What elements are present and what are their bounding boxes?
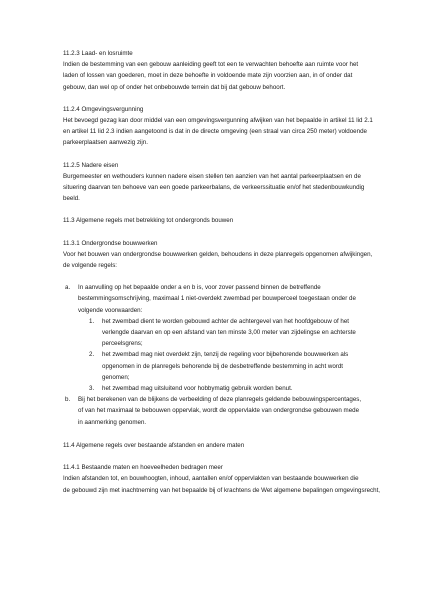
body-line: parkeerplaatsen aanwezig zijn.: [63, 139, 148, 147]
list-line: In aanvulling op het bepaalde onder a en b is, voor zover passend binnen de betreffende: [78, 284, 321, 292]
list-line: opgenomen in de planregels behorende bij de desbetreffende bestemming in acht wordt: [102, 362, 344, 370]
list-line: Bij het berekenen van de blijkens de verbeelding of deze planregels geldende bebouwingspercentages,: [78, 396, 362, 404]
list-marker: b.: [65, 396, 71, 404]
section-bestaande-maten: [63, 462, 390, 496]
body-line: situering daarvan ten behoeve van een goede parkeerbalans, de verkeerssituatie en/of het stedenbouwkundig: [63, 184, 365, 192]
list-line: bestemmingsomschrijving, maximaal 1 niet-overdekt zwembad per bouwperceel toegestaan onder de: [78, 295, 356, 303]
section-heading: 11.4.1 Bestaande maten en hoeveelheden bedragen meer: [63, 464, 223, 472]
list-line: volgende voorwaarden:: [78, 306, 143, 314]
list-line: het zwembad mag uitsluitend voor hobbymatig gebruik worden benut.: [102, 385, 293, 393]
sub-list-item: [78, 383, 390, 394]
list-line: het zwembad dient te worden gebouwd achter de achtergevel van het hoofdgebouw of het: [102, 317, 349, 325]
body-line: Burgemeester en wethouders kunnen nadere eisen stellen ten aanzien van het aantal parkeerplaatsen en de: [63, 172, 361, 180]
section-heading: 11.2.4 Omgevingsvergunning: [63, 105, 144, 113]
body-line: de volgende regels:: [63, 262, 118, 270]
list-line: genomen;: [102, 373, 130, 381]
body-line: Indien afstanden tot, en bouwhoogten, inhoud, aantallen en/of oppervlakten van bestaande bouwwerken die: [63, 475, 359, 483]
body-line: Indien de bestemming van een gebouw aanleiding geeft tot een te verwachten behoefte aan ruimte voor het: [63, 61, 359, 69]
alpha-list: [63, 282, 390, 428]
section-nadere-eisen: [63, 160, 390, 205]
section-ondergronds-bouwen: [63, 215, 390, 226]
body-line: Het bevoegd gezag kan door middel van een omgevingsvergunning afwijken van het bepaalde in artikel 11 lid 2.1: [63, 117, 373, 125]
list-item: [63, 394, 390, 428]
section-laad-en-losruimte: [63, 48, 390, 93]
list-marker: 1.: [89, 317, 95, 325]
section-omgevingsvergunning: [63, 104, 390, 149]
section-heading: 11.4 Algemene regels over bestaande afstanden en andere maten: [63, 441, 245, 449]
section-heading: 11.2.3 Laad- en losruimte: [63, 50, 133, 57]
section-bestaande-afstanden: [63, 440, 390, 451]
list-marker: 3.: [89, 385, 95, 393]
list-marker: 2.: [89, 351, 95, 359]
list-line: perceelsgrens;: [102, 340, 143, 348]
section-ondergrondse-bouwwerken: [63, 238, 390, 428]
list-line: het zwembad mag niet overdekt zijn, tenzij de regeling voor bijbehorende bouwwerken als: [102, 351, 349, 359]
body-line: Voor het bouwen van ondergrondse bouwwerken gelden, behoudens in deze planregels opgenomen afwijkingen,: [63, 250, 373, 258]
list-line: verlengde daarvan en op een afstand van ten minste 3,00 meter van zijdelingse en achterste: [102, 329, 356, 337]
body-line: beeld.: [63, 195, 80, 203]
sub-list-item: [78, 349, 390, 383]
section-heading: 11.3.1 Ondergrondse bouwwerken: [63, 239, 158, 247]
body-line: laden of lossen van goederen, moet in deze behoefte in voldoende mate zijn voorzien aan, in of onder dat: [63, 72, 353, 80]
sub-list-item: [78, 316, 390, 350]
section-heading: 11.3 Algemene regels met betrekking tot ondergronds bouwen: [63, 217, 234, 225]
list-line: of van het maximaal te bebouwen oppervlak, wordt de oppervlakte van ondergrondse gebouwen mede: [78, 407, 360, 415]
list-line: in aanmerking genomen.: [78, 418, 147, 426]
body-line: en artikel 11 lid 2.3 indien aangetoond is dat in de directe omgeving (een straal van circa 250 meter) voldoende: [63, 128, 367, 136]
list-marker: a.: [65, 284, 71, 292]
section-heading: 11.2.5 Nadere eisen: [63, 161, 119, 169]
list-item: [63, 282, 390, 394]
body-line: gebouw, dan wel op of onder het onbebouwde terrein dat bij dat gebouw behoort.: [63, 83, 286, 91]
body-line: de gebouwd zijn met inachtneming van het bepaalde bij of krachtens de Wet algemene bepalingen omgevingsrecht,: [63, 486, 381, 494]
